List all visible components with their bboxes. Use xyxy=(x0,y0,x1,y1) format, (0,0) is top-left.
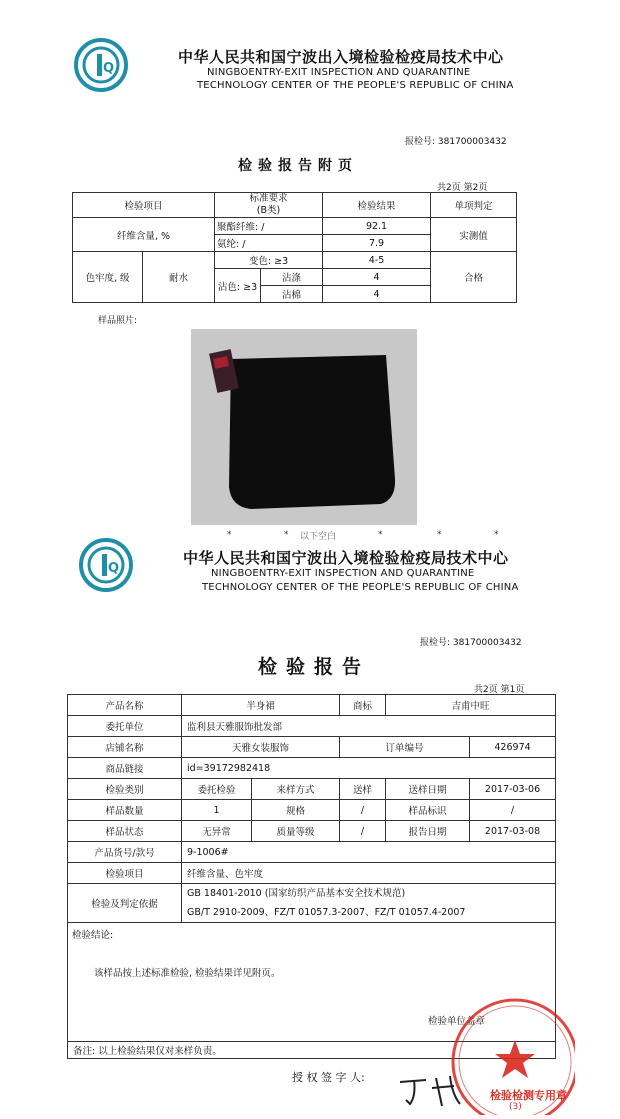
link: id=39172982418 xyxy=(182,758,556,779)
color-label: 色牢度, 级 xyxy=(73,252,143,303)
change-result: 4-5 xyxy=(323,252,431,269)
grade-label: 质量等级 xyxy=(252,821,340,842)
svg-text:Q: Q xyxy=(108,561,120,576)
item-no-label: 产品货号/款号 xyxy=(68,842,182,863)
product-name: 半身裙 xyxy=(182,695,340,716)
fiber-label: 纤维含量, % xyxy=(73,218,215,252)
conclusion-label: 检验结论: xyxy=(72,930,114,941)
send-date-label: 送样日期 xyxy=(386,779,470,800)
stain-cotton-result: 4 xyxy=(323,286,431,303)
stain-label: 沾色: ≥3 xyxy=(215,269,261,303)
basis-label: 检验及判定依据 xyxy=(68,884,182,923)
client: 监利县天雅服饰批发部 xyxy=(182,716,556,737)
report-date-label: 报告日期 xyxy=(386,821,470,842)
official-stamp xyxy=(445,990,575,1115)
sampling-label: 来样方式 xyxy=(252,779,340,800)
fiber-judge: 实测值 xyxy=(431,218,517,252)
shop: 天雅女装服饰 xyxy=(182,737,340,758)
sampling: 送样 xyxy=(340,779,386,800)
header-standard: 标准要求 (B类) xyxy=(215,193,323,218)
report-date: 2017-03-08 xyxy=(470,821,556,842)
report-number-2: 报检号: 381700003432 xyxy=(420,638,522,648)
color-judge: 合格 xyxy=(431,252,517,303)
stamp-number: (3) xyxy=(509,1102,522,1112)
blank-note: 以下空白 xyxy=(300,532,337,542)
qty: 1 xyxy=(182,800,252,821)
sample-photo xyxy=(191,329,417,525)
stain-cotton-label: 沾棉 xyxy=(261,286,323,303)
shop-label: 店铺名称 xyxy=(68,737,182,758)
header-judge: 单项判定 xyxy=(431,193,517,218)
fiber-result-1: 92.1 xyxy=(323,218,431,235)
order-label: 订单编号 xyxy=(340,737,470,758)
grade: / xyxy=(340,821,386,842)
page-info: 共2页 第2页 xyxy=(437,183,488,193)
fiber-std-1: 聚酯纤维: / xyxy=(215,218,323,235)
stain-poly-label: 沾涤 xyxy=(261,269,323,286)
header-item: 检验项目 xyxy=(73,193,215,218)
change-label: 变色: ≥3 xyxy=(215,252,323,269)
org-name-en-2: TECHNOLOGY CENTER OF THE PEOPLE'S REPUBLIC OF CHINA xyxy=(197,80,514,91)
conclusion-text: 该样品按上述标准检验, 检验结果详见附页。 xyxy=(94,968,281,979)
test-items-label: 检验项目 xyxy=(68,863,182,884)
send-date: 2017-03-06 xyxy=(470,779,556,800)
link-label: 商品链接 xyxy=(68,758,182,779)
qty-label: 样品数量 xyxy=(68,800,182,821)
report-title-2: 检验报告 xyxy=(258,656,371,678)
brand: 吉甫中旺 xyxy=(386,695,556,716)
fiber-std-2: 氨纶: / xyxy=(215,235,323,252)
report-title: 检验报告附页 xyxy=(238,158,358,174)
org-name-en-2-2: TECHNOLOGY CENTER OF THE PEOPLE'S REPUBLIC OF CHINA xyxy=(202,582,519,593)
stamp-text: 检验检测专用章 xyxy=(490,1089,567,1102)
test-items: 纤维含量、色牢度 xyxy=(182,863,556,884)
spec-label: 规格 xyxy=(252,800,340,821)
stain-poly-result: 4 xyxy=(323,269,431,286)
org-name-cn-2: 中华人民共和国宁波出入境检验检疫局技术中心 xyxy=(183,549,509,567)
signer-label: 授 权 签 字 人: xyxy=(292,1071,365,1084)
water-label: 耐水 xyxy=(143,252,215,303)
note: 备注: 以上检验结果仅对来样负责。 xyxy=(68,1042,556,1059)
state: 无异常 xyxy=(182,821,252,842)
basis: GB 18401-2010 (国家纺织产品基本安全技术规范) GB/T 2910-2009、FZ/T 01057.3-2007、FZ/T 01057.4-2007 xyxy=(182,884,556,923)
page-info-2: 共2页 第1页 xyxy=(474,685,525,695)
category: 委托检验 xyxy=(182,779,252,800)
org-name-cn: 中华人民共和国宁波出入境检验检疫局技术中心 xyxy=(178,48,504,66)
org-name-en-1-2: NINGBOENTRY-EXIT INSPECTION AND QUARANTINE xyxy=(211,568,475,579)
spec: / xyxy=(340,800,386,821)
fiber-result-2: 7.9 xyxy=(323,235,431,252)
result-table xyxy=(72,192,517,303)
category-label: 检验类别 xyxy=(68,779,182,800)
state-label: 样品状态 xyxy=(68,821,182,842)
logo-1 xyxy=(73,37,129,93)
report-number: 报检号: 381700003432 xyxy=(405,137,507,147)
logo-2 xyxy=(78,537,134,593)
org-name-en-1: NINGBOENTRY-EXIT INSPECTION AND QUARANTINE xyxy=(207,67,471,78)
order: 426974 xyxy=(470,737,556,758)
client-label: 委托单位 xyxy=(68,716,182,737)
product-name-label: 产品名称 xyxy=(68,695,182,716)
mark: / xyxy=(470,800,556,821)
item-no: 9-1006# xyxy=(182,842,556,863)
svg-text:Q: Q xyxy=(103,61,115,76)
mark-label: 样品标识 xyxy=(386,800,470,821)
photo-label: 样品照片: xyxy=(98,316,138,326)
brand-label: 商标 xyxy=(340,695,386,716)
header-result: 检验结果 xyxy=(323,193,431,218)
unit-seal-label: 检验单位盖章 xyxy=(428,1016,486,1027)
